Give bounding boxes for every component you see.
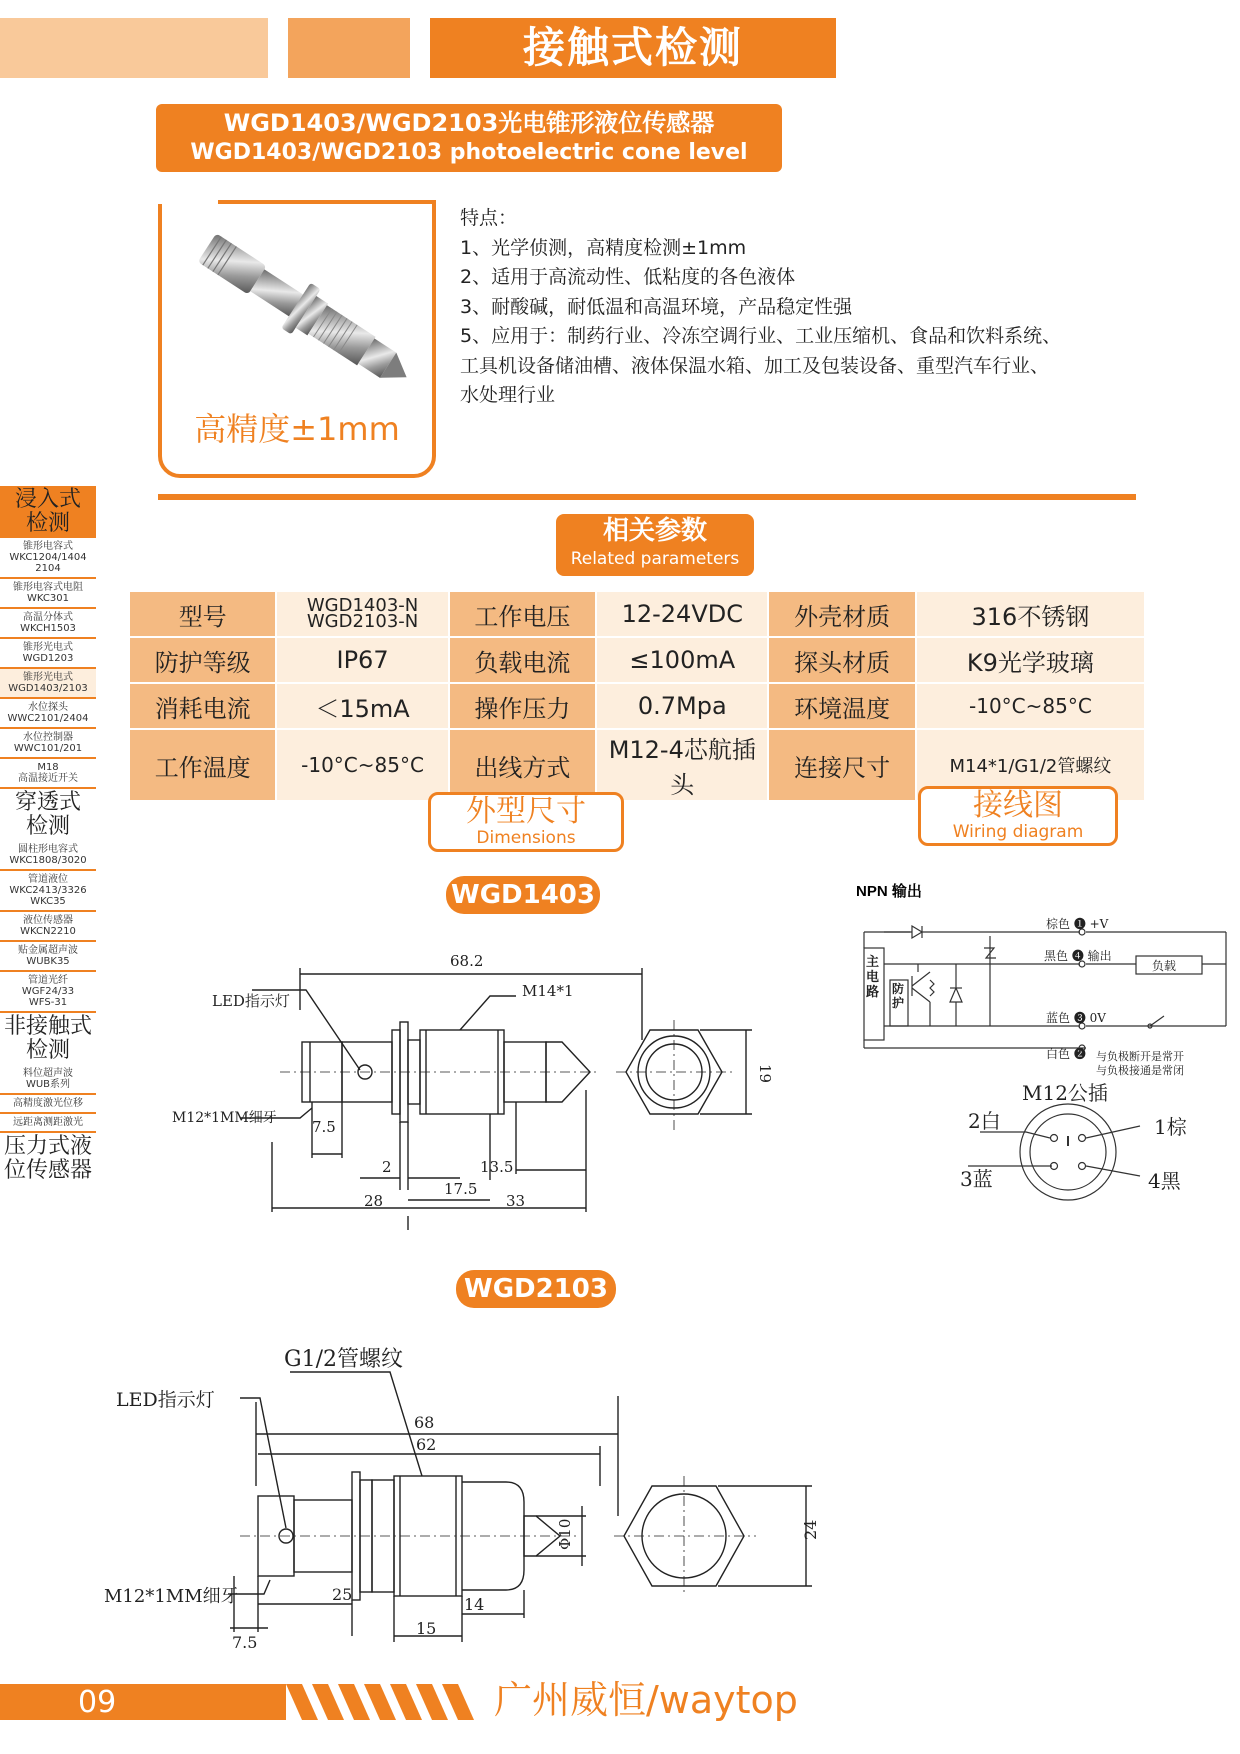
sidebar-item[interactable]: 高温分体式 WKCH1503 xyxy=(0,609,96,639)
model-tag-wgd2103: WGD2103 xyxy=(456,1270,616,1308)
param-key: 工作电压 xyxy=(450,592,595,636)
page-number: 09 xyxy=(78,1685,117,1720)
param-key: 操作压力 xyxy=(450,684,595,728)
dim-24: 24 xyxy=(801,1519,820,1540)
feature-item: 5、应用于：制药行业、冷冻空调行业、工业压缩机、食品和饮料系统、 xyxy=(460,325,1062,347)
npn-label: NPN 输出 xyxy=(856,883,922,900)
protect-text: 防护 xyxy=(892,982,905,1010)
param-key: 环境温度 xyxy=(769,684,914,728)
param-value: 316不锈钢 xyxy=(917,592,1144,636)
param-key: 外壳材质 xyxy=(769,592,914,636)
sidebar-item[interactable]: 锥形光电式 WGD1203 xyxy=(0,639,96,669)
dim-15: 15 xyxy=(416,1619,437,1638)
feature-item: 3、耐酸碱，耐低温和高温环境，产品稳定性强 xyxy=(460,295,853,318)
white-wire-label: 白色 ❷ xyxy=(1046,1047,1086,1061)
wgd1403-drawing xyxy=(160,930,820,1220)
sidebar-item[interactable]: 高精度激光位移 xyxy=(0,1095,96,1114)
wgd2103-drawing xyxy=(100,1336,920,1652)
param-value: WGD1403-N WGD2103-N xyxy=(277,592,447,636)
product-title-cn: WGD1403/WGD2103光电锥形液位传感器 xyxy=(223,109,715,137)
param-value: ≤100mA xyxy=(597,638,767,682)
dim-19: 19 xyxy=(756,1064,774,1084)
related-params-title-en: Related parameters xyxy=(570,549,740,569)
sidebar-item[interactable]: 管道光纤 WGF24/33 WFS-31 xyxy=(0,972,96,1013)
header-decor-light xyxy=(0,18,268,78)
feature-item: 水处理行业 xyxy=(460,384,556,406)
sidebar-item[interactable]: 水位探头 WWC2101/2404 xyxy=(0,699,96,729)
related-params-badge xyxy=(556,514,754,576)
model-tag-wgd1403: WGD1403 xyxy=(446,876,600,914)
brown-wire-label: 棕色 ❶ +V xyxy=(1046,917,1109,931)
param-value: K9光学玻璃 xyxy=(917,638,1144,682)
m12-thread-label: M12*1MM细牙 xyxy=(172,1110,277,1126)
page-title: 接触式检测 xyxy=(430,18,836,78)
params-table xyxy=(128,590,1146,802)
load-label: 负载 xyxy=(1152,959,1177,973)
dim-62: 62 xyxy=(416,1435,437,1454)
sidebar-item[interactable]: 远距离测距激光 xyxy=(0,1114,96,1133)
sidebar-item[interactable]: M18 高温接近开关 xyxy=(0,759,96,789)
wiring-tag xyxy=(918,786,1118,846)
note-normally-closed: 与负极接通是常闭 xyxy=(1096,1064,1184,1077)
param-value: 0.7Mpa xyxy=(597,684,767,728)
sidebar-item[interactable]: 液位传感器 WKCN2210 xyxy=(0,912,96,942)
wiring-title-cn: 接线图 xyxy=(973,788,1063,823)
param-key: 消耗电流 xyxy=(130,684,275,728)
param-key: 负载电流 xyxy=(450,638,595,682)
sidebar-section[interactable]: 浸入式 检测 xyxy=(0,486,96,538)
related-params-title-cn: 相关参数 xyxy=(602,516,707,546)
pin3-label: 3蓝 xyxy=(960,1167,993,1191)
footer-brand: 广州威恒/waytop xyxy=(494,1678,798,1722)
dim-2: 2 xyxy=(382,1158,392,1176)
note-normally-open: 与负极断开是常开 xyxy=(1096,1050,1184,1063)
led-label-2103: LED指示灯 xyxy=(116,1389,215,1411)
sidebar-section[interactable]: 压力式液 位传感器 xyxy=(3,1134,92,1183)
blue-wire-label: 蓝色 ❸ 0V xyxy=(1046,1011,1106,1025)
param-key: 出线方式 xyxy=(450,730,595,800)
sidebar-section[interactable]: 非接触式 检测 xyxy=(3,1014,92,1063)
dim-total-length: 68.2 xyxy=(450,952,484,970)
param-value: -10°C~85°C xyxy=(277,730,447,800)
sidebar-item[interactable]: 圆柱形电容式 WKC1808/3020 xyxy=(0,841,96,871)
wiring-title-en: Wiring diagram xyxy=(952,822,1084,842)
feature-item: 工具机设备储油槽、液体保温水箱、加工及包装设备、重型汽车行业、 xyxy=(460,354,1050,377)
sidebar-item[interactable]: 料位超声波 WUB系列 xyxy=(0,1065,96,1095)
params-row xyxy=(130,592,1144,636)
sidebar-nav xyxy=(0,486,96,1185)
dim-phi10: Φ10 xyxy=(556,1518,574,1550)
photo-caption: 高精度±1mm xyxy=(194,410,400,448)
black-wire-label: 黑色 ❹ 输出 xyxy=(1044,949,1112,963)
dim-13-5: 13.5 xyxy=(480,1158,514,1176)
product-title-en: WGD1403/WGD2103 photoelectric cone level sensor xyxy=(190,140,748,193)
features-list xyxy=(460,204,1100,411)
m12-thread-label-2103: M12*1MM细牙 xyxy=(104,1586,239,1607)
g-thread-label: G1/2管螺纹 xyxy=(284,1347,403,1372)
param-value: -10°C~85°C xyxy=(917,684,1144,728)
param-value: M12-4芯航插头 xyxy=(597,730,767,800)
param-key: 探头材质 xyxy=(769,638,914,682)
product-title-banner xyxy=(156,104,782,193)
param-key: 连接尺寸 xyxy=(769,730,914,800)
pin2-label: 2白 xyxy=(968,1109,1001,1133)
pin4-label: 4黑 xyxy=(1148,1169,1181,1193)
dim-28: 28 xyxy=(364,1192,384,1210)
param-value: IP67 xyxy=(277,638,447,682)
dim-25: 25 xyxy=(332,1585,353,1604)
footer-stripes xyxy=(286,1684,486,1720)
params-row xyxy=(130,638,1144,682)
dimensions-title-cn: 外型尺寸 xyxy=(466,794,586,829)
param-key: 工作温度 xyxy=(130,730,275,800)
pin1-label: 1棕 xyxy=(1154,1115,1187,1139)
features-heading: 特点： xyxy=(460,207,518,229)
wiring-diagram xyxy=(850,876,1240,1256)
dimensions-tag xyxy=(428,792,624,852)
param-value: ＜15mA xyxy=(277,684,447,728)
main-circuit-text: 主电路 xyxy=(866,954,880,999)
footer-bar xyxy=(0,1684,286,1720)
param-key: 防护等级 xyxy=(130,638,275,682)
feature-item: 2、适用于高流动性、低粘度的各色液体 xyxy=(460,266,796,288)
sidebar-item[interactable]: 水位控制器 WWC101/201 xyxy=(0,729,96,759)
sidebar-item[interactable]: 锥形电容式 WKC1204/1404 2104 xyxy=(0,538,96,579)
dim-17-5: 17.5 xyxy=(444,1180,478,1198)
sidebar-item[interactable]: 贴金属超声波 WUBK35 xyxy=(0,942,96,972)
dimensions-title-en: Dimensions xyxy=(476,828,576,848)
dim-68: 68 xyxy=(414,1413,435,1432)
param-value: M14*1/G1/2管螺纹 xyxy=(917,730,1144,800)
sidebar-item[interactable]: 管道液位 WKC2413/3326 WKC35 xyxy=(0,871,96,912)
led-label: LED指示灯 xyxy=(212,992,290,1010)
dim-7-5-2103: 7.5 xyxy=(232,1633,258,1652)
m12-title: M12公插 xyxy=(1022,1081,1108,1105)
sidebar-section[interactable]: 穿透式 检测 xyxy=(14,790,81,839)
thread-label: M14*1 xyxy=(522,982,574,1000)
params-row xyxy=(130,684,1144,728)
param-value: 12-24VDC xyxy=(597,592,767,636)
dim-33: 33 xyxy=(506,1192,526,1210)
product-photo xyxy=(162,204,432,404)
header-decor-mid xyxy=(288,18,410,78)
sidebar-item[interactable]: 锥形光电式 WGD1403/2103 xyxy=(0,669,96,699)
dim-7-5: 7.5 xyxy=(312,1118,336,1136)
dim-14: 14 xyxy=(464,1595,485,1614)
param-key: 型号 xyxy=(130,592,275,636)
sidebar-item[interactable]: 锥形电容式电阻 WKC301 xyxy=(0,579,96,609)
feature-item: 1、光学侦测，高精度检测±1mm xyxy=(460,236,747,259)
section-divider xyxy=(158,494,1136,500)
